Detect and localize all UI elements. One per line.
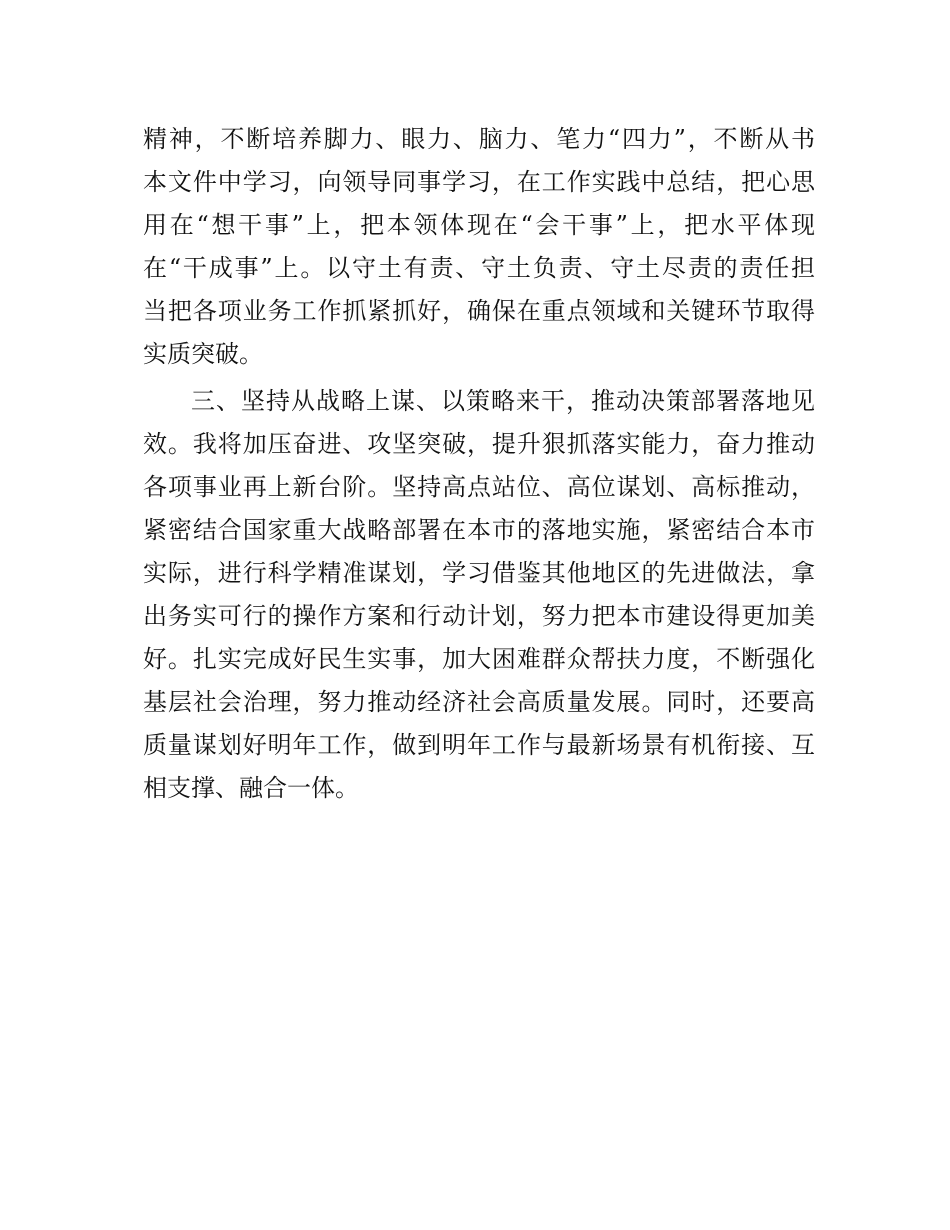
text-line: 各项事业再上新台阶。坚持高点站位、高位谋划、高标推动， [143, 473, 815, 501]
document-body [143, 118, 815, 810]
text-line: 紧密结合国家重大战略部署在本市的落地实施，紧密结合本市 [143, 516, 815, 544]
paragraph-1 [143, 118, 815, 376]
paragraph-2 [143, 380, 815, 810]
text-line: 基层社会治理，努力推动经济社会高质量发展。同时，还要高 [143, 688, 815, 716]
text-line: 三、坚持从战略上谋、以策略来干，推动决策部署落地见 [191, 387, 815, 415]
text-line: 精神，不断培养脚力、眼力、脑力、笔力“四力”，不断从书 [143, 125, 815, 153]
text-line: 本文件中学习，向领导同事学习，在工作实践中总结，把心思 [143, 168, 815, 196]
text-line: 实质突破。 [143, 340, 263, 368]
text-line: 出务实可行的操作方案和行动计划，努力把本市建设得更加美 [143, 602, 815, 630]
text-line: 当把各项业务工作抓紧抓好，确保在重点领域和关键环节取得 [143, 297, 815, 325]
text-line: 效。我将加压奋进、攻坚突破，提升狠抓落实能力，奋力推动 [143, 430, 815, 458]
text-line: 用在“想干事”上，把本领体现在“会干事”上，把水平体现 [143, 211, 815, 239]
text-line: 质量谋划好明年工作，做到明年工作与最新场景有机衔接、互 [143, 731, 815, 759]
text-line: 好。扎实完成好民生实事，加大困难群众帮扶力度，不断强化 [143, 645, 815, 673]
text-line: 实际，进行科学精准谋划，学习借鉴其他地区的先进做法，拿 [143, 559, 815, 587]
text-line: 相支撑、融合一体。 [143, 774, 359, 802]
text-line: 在“干成事”上。以守土有责、守土负责、守土尽责的责任担 [143, 254, 815, 282]
